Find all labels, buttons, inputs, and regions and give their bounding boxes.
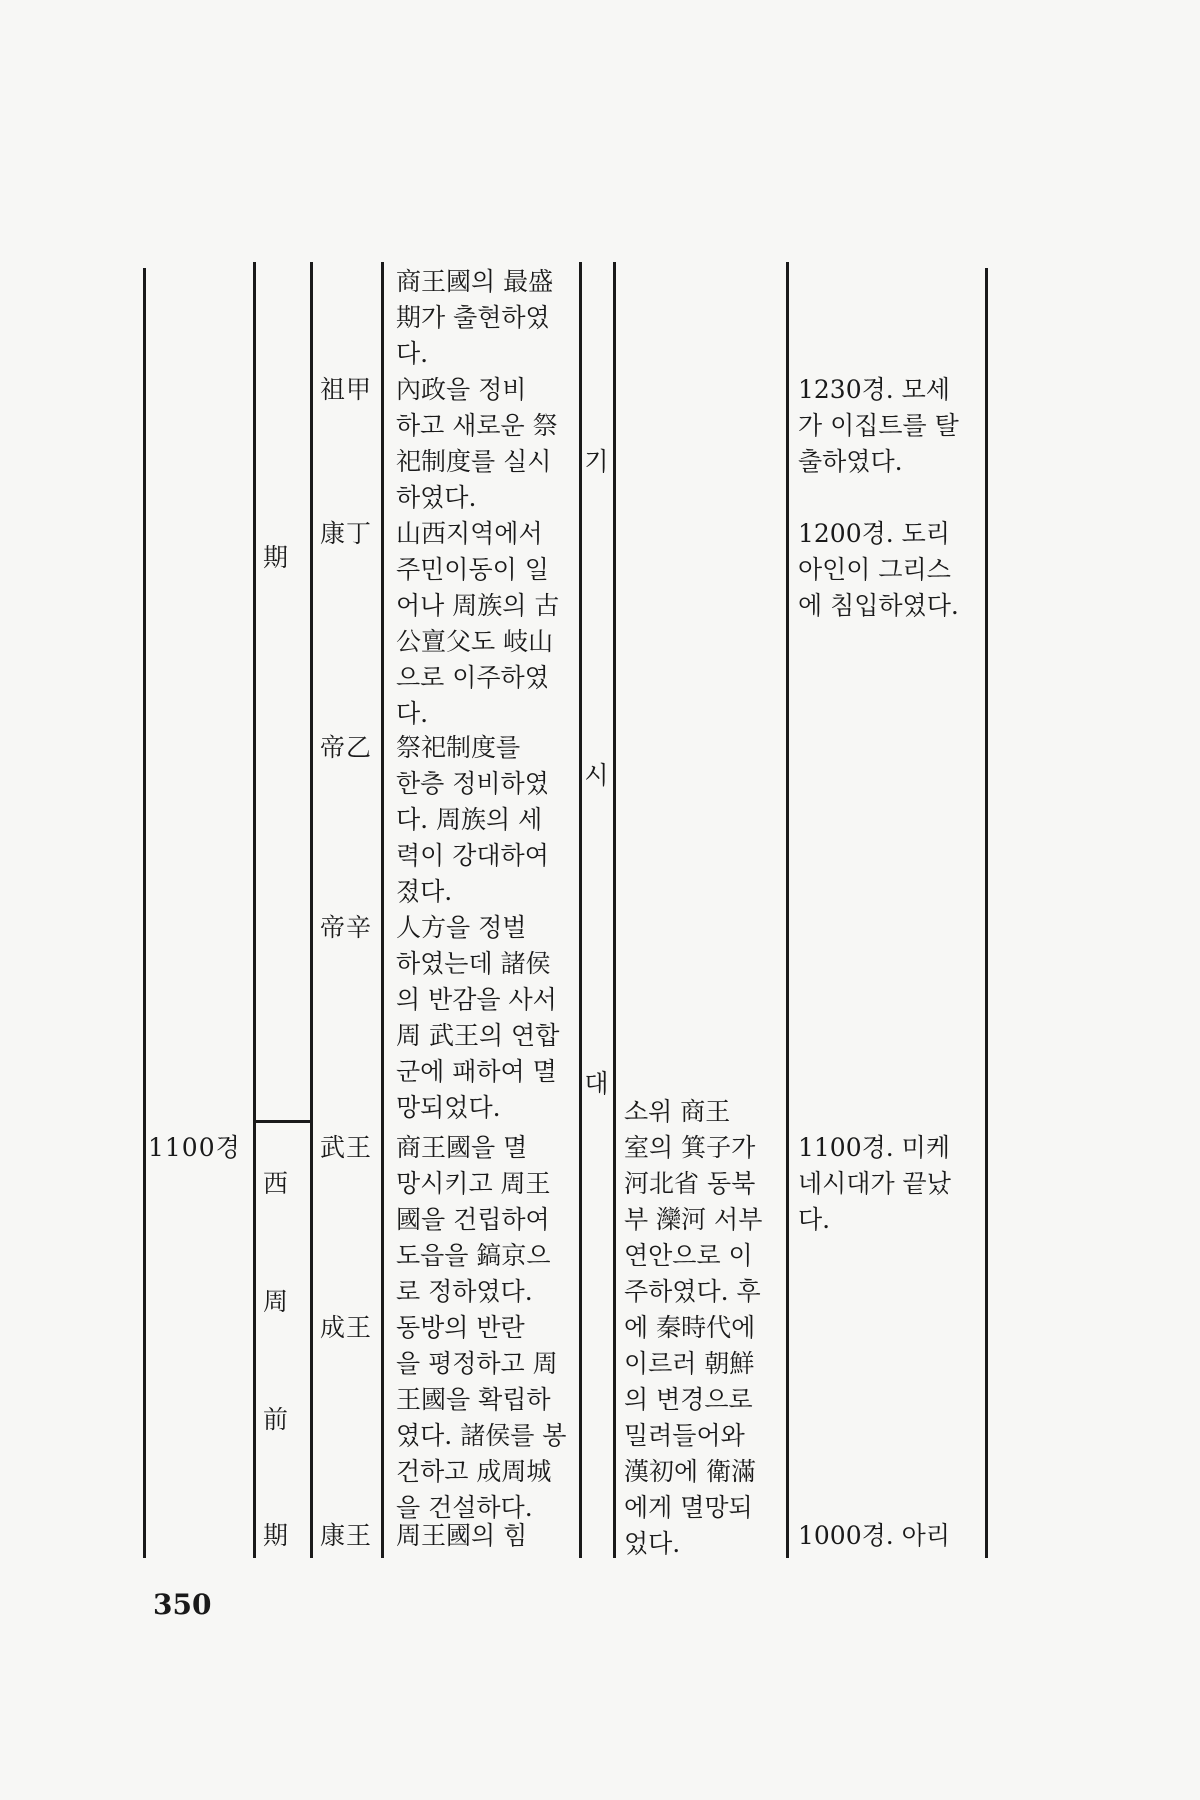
event-block-3: [396, 516, 576, 732]
event-line: 을 평정하고 周: [396, 1349, 558, 1378]
world-line: 네시대가 끝났: [798, 1169, 951, 1198]
event-line: 망되었다.: [396, 1093, 501, 1122]
event-line: 商王國을 멸: [396, 1133, 528, 1162]
event-line: 人方을 정벌: [396, 913, 527, 942]
period-lower-1: 西: [262, 1169, 289, 1198]
korea-line: 에게 멸망되: [624, 1493, 753, 1522]
period-lower-2: 周: [262, 1287, 289, 1316]
page-number: 350: [153, 1588, 212, 1621]
world-line: 출하였다.: [798, 447, 903, 476]
event-block-6: [396, 1130, 576, 1310]
event-line: 군에 패하여 멸: [396, 1057, 557, 1086]
korea-line: 주하였다. 후: [624, 1277, 761, 1306]
event-line: 건하고 成周城: [396, 1457, 552, 1486]
king-gangjeong: 康丁: [320, 519, 373, 548]
rule-king-event: [381, 262, 384, 1558]
event-block-1: [396, 264, 576, 372]
king-jeeul: 帝乙: [320, 733, 373, 762]
event-line: 주민이동이 일: [396, 555, 549, 584]
event-line: 동방의 반란: [396, 1313, 525, 1342]
rule-right: [985, 268, 988, 1558]
period-lower-4: 期: [262, 1521, 289, 1550]
korea-line: 부 灤河 서부: [624, 1205, 763, 1234]
era-char-2: 시: [584, 761, 610, 790]
rule-period-king: [310, 262, 313, 1558]
period-upper: 期: [262, 543, 289, 572]
event-block-4: [396, 730, 576, 910]
event-line: 內政을 정비: [396, 375, 527, 404]
event-line: 商王國의 最盛: [396, 267, 554, 296]
event-block-7: [396, 1310, 576, 1526]
korea-line: 의 변경으로: [624, 1385, 753, 1414]
rule-korea-world: [786, 262, 789, 1558]
event-line: 도읍을 鎬京으: [396, 1241, 551, 1270]
rule-period-divider: [253, 1120, 311, 1123]
world-line: 1230경. 모세: [798, 375, 950, 404]
world-block-4: [798, 1518, 976, 1554]
event-line: 公亶父도 岐山: [396, 627, 554, 656]
event-line: 다.: [396, 339, 429, 368]
event-block-5: [396, 910, 576, 1126]
korea-line: 室의 箕子가: [624, 1133, 756, 1162]
korea-line: 에 秦時代에: [624, 1313, 756, 1342]
rule-era-korea: [613, 262, 616, 1558]
event-line: 하였다.: [396, 483, 477, 512]
event-line: 력이 강대하여: [396, 841, 549, 870]
korea-block: [624, 1094, 770, 1562]
king-mu: 武王: [320, 1133, 373, 1162]
rule-date-period: [253, 262, 256, 1558]
event-line: 한층 정비하였: [396, 769, 549, 798]
king-jesin: 帝辛: [320, 913, 373, 942]
king-seong: 成王: [320, 1313, 373, 1342]
world-line: 다.: [798, 1205, 831, 1234]
event-line: 하고 새로운 祭: [396, 411, 558, 440]
event-line: 을 건설하다.: [396, 1493, 533, 1522]
world-line: 아인이 그리스: [798, 555, 951, 584]
event-line: 였다. 諸侯를 봉: [396, 1421, 567, 1450]
event-line: 의 반감을 사서: [396, 985, 557, 1014]
korea-line: 소위 商王: [624, 1097, 731, 1126]
date-marker: 1100경: [148, 1133, 241, 1162]
event-block-2: [396, 372, 576, 516]
period-lower-3: 前: [262, 1405, 289, 1434]
event-line: 周王國의 힘: [396, 1521, 528, 1550]
event-line: 祀制度를 실시: [396, 447, 552, 476]
event-line: 졌다.: [396, 877, 453, 906]
event-line: 다.: [396, 699, 429, 728]
korea-line: 밀려들어와: [624, 1421, 745, 1450]
event-line: 어나 周族의 古: [396, 591, 560, 620]
era-char-1: 기: [584, 447, 610, 476]
event-line: 망시키고 周王: [396, 1169, 551, 1198]
event-line: 하였는데 諸侯: [396, 949, 551, 978]
king-gang: 康王: [320, 1521, 373, 1550]
event-line: 王國을 확립하: [396, 1385, 551, 1414]
rule-left: [143, 268, 146, 1558]
event-line: 周 武王의 연합: [396, 1021, 560, 1050]
event-line: 國을 건립하여: [396, 1205, 550, 1234]
king-jogap: 祖甲: [320, 375, 373, 404]
world-line: 1200경. 도리: [798, 519, 950, 548]
era-char-3: 대: [584, 1069, 610, 1098]
rule-event-era: [579, 262, 582, 1558]
korea-line: 河北省 동북: [624, 1169, 756, 1198]
world-block-1: [798, 372, 976, 480]
world-block-2: [798, 516, 976, 624]
event-line: 祭祀制度를: [396, 733, 521, 762]
event-line: 期가 출현하였: [396, 303, 550, 332]
world-line: 1000경. 아리: [798, 1521, 950, 1550]
korea-line: 漢初에 衛滿: [624, 1457, 757, 1486]
korea-line: 연안으로 이: [624, 1241, 753, 1270]
event-block-8: [396, 1518, 576, 1554]
korea-line: 이르러 朝鮮: [624, 1349, 755, 1378]
world-line: 1100경. 미케: [798, 1133, 950, 1162]
event-line: 로 정하였다.: [396, 1277, 533, 1306]
event-line: 山西지역에서: [396, 519, 543, 548]
world-block-3: [798, 1130, 976, 1238]
event-line: 으로 이주하였: [396, 663, 549, 692]
event-line: 다. 周族의 세: [396, 805, 543, 834]
world-line: 가 이집트를 탈: [798, 411, 959, 440]
world-line: 에 침입하였다.: [798, 591, 959, 620]
korea-line: 었다.: [624, 1529, 681, 1558]
